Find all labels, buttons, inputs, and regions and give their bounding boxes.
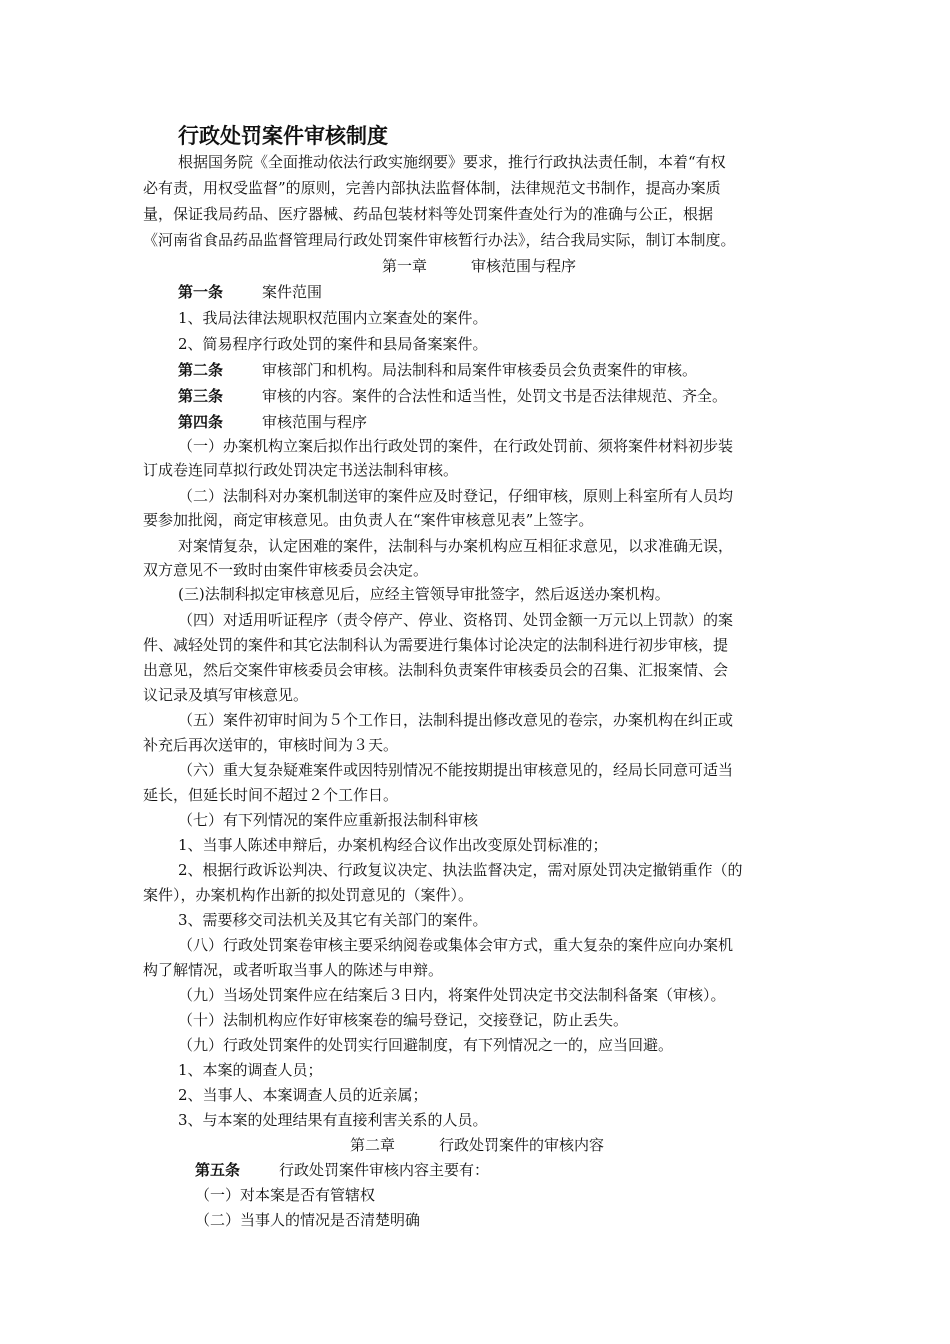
list-item: 2、简易程序行政处罚的案件和县局备案案件。: [178, 335, 488, 353]
list-item: （一）对本案是否有管辖权: [195, 1186, 376, 1204]
article-1: [178, 282, 322, 302]
body-line: 3、需要移交司法机关及其它有关部门的案件。: [178, 911, 488, 929]
article-label: 第五条: [195, 1161, 241, 1179]
article-text: 案件范围: [262, 283, 323, 301]
body-line: （二）法制科对办案机制送审的案件应及时登记，仔细审核，原则上科室所有人员均: [178, 487, 734, 505]
article-label: 第二条: [178, 361, 224, 379]
body-line: 案件），办案机构作出新的拟处罚意见的（案件）。: [143, 886, 474, 904]
list-item: 1、我局法律法规职权范围内立案查处的案件。: [178, 309, 488, 327]
body-line: （一）办案机构立案后拟作出行政处罚的案件，在行政处罚前、须将案件材料初步装: [178, 437, 734, 455]
body-line: 议记录及填写审核意见。: [143, 686, 309, 704]
chapter-heading: [350, 1135, 604, 1155]
chapter-number: 第二章: [350, 1136, 396, 1154]
document-title: 行政处罚案件审核制度: [178, 124, 388, 148]
body-line: (三)法制科拟定审核意见后，应经主管领导审批签字，然后返送办案机构。: [178, 585, 670, 603]
article-5: [195, 1160, 489, 1180]
chapter-title: 审核范围与程序: [471, 257, 577, 275]
body-line: （四）对适用听证程序（责令停产、停业、资格罚、处罚金额一万元以上罚款）的案: [178, 611, 734, 629]
article-3: [178, 386, 727, 406]
body-line: 2、当事人、本案调查人员的近亲属；: [178, 1086, 428, 1104]
article-label: 第一条: [178, 283, 224, 301]
body-line: （六）重大复杂疑难案件或因特别情况不能按期提出审核意见的，经局长同意可适当: [178, 761, 734, 779]
body-line: 1、本案的调查人员；: [178, 1061, 323, 1079]
body-line: （九）当场处罚案件应在结案后３日内，将案件处罚决定书交法制科备案（审核）。: [178, 986, 726, 1004]
chapter-number: 第一章: [382, 257, 428, 275]
body-line: 补充后再次送审的，审核时间为３天。: [143, 736, 399, 754]
article-4: [178, 412, 367, 432]
intro-line: 量，保证我局药品、医疗器械、药品包装材料等处罚案件查处行为的准确与公正，根据: [143, 205, 714, 223]
body-line: 订成卷连同草拟行政处罚决定书送法制科审核。: [143, 461, 459, 479]
intro-line: 《河南省食品药品监督管理局行政处罚案件审核暂行办法》，结合我局实际，制订本制度。: [143, 231, 736, 249]
chapter-title: 行政处罚案件的审核内容: [439, 1136, 605, 1154]
body-line: 对案情复杂，认定困难的案件，法制科与办案机构应互相征求意见，以求准确无误，: [178, 537, 734, 555]
article-2: [178, 360, 697, 380]
body-line: （七）有下列情况的案件应重新报法制科审核: [178, 811, 479, 829]
body-line: （十）法制机构应作好审核案卷的编号登记，交接登记，防止丢失。: [178, 1011, 629, 1029]
article-label: 第四条: [178, 413, 224, 431]
body-line: （八）行政处罚案卷审核主要采纳阅卷或集体会审方式，重大复杂的案件应向办案机: [178, 936, 734, 954]
body-line: 3、与本案的处理结果有直接利害关系的人员。: [178, 1111, 488, 1129]
article-text: 审核的内容。案件的合法性和适当性，处罚文书是否法律规范、齐全。: [262, 387, 728, 405]
intro-line: 必有责，用权受监督”的原则，完善内部执法监督体制，法律规范文书制作，提高办案质: [143, 179, 721, 197]
intro-line: 根据国务院《全面推动依法行政实施纲要》要求，推行行政执法责任制，本着“有权: [178, 153, 726, 171]
body-line: （五）案件初审时间为５个工作日，法制科提出修改意见的卷宗，办案机构在纠正或: [178, 711, 734, 729]
chapter-heading: [382, 256, 576, 276]
body-line: 双方意见不一致时由案件审核委员会决定。: [143, 561, 429, 579]
body-line: 件、减轻处罚的案件和其它法制科认为需要进行集体讨论决定的法制科进行初步审核，提: [143, 636, 729, 654]
body-line: 构了解情况，或者听取当事人的陈述与申辩。: [143, 961, 444, 979]
list-item: （二）当事人的情况是否清楚明确: [195, 1211, 421, 1229]
body-line: 2、根据行政诉讼判决、行政复议决定、执法监督决定，需对原处罚决定撤销重作（的: [178, 861, 743, 879]
body-line: 1、当事人陈述申辩后，办案机构经合议作出改变原处罚标准的；: [178, 836, 608, 854]
article-label: 第三条: [178, 387, 224, 405]
article-text: 审核部门和机构。局法制科和局案件审核委员会负责案件的审核。: [262, 361, 698, 379]
article-text: 审核范围与程序: [262, 413, 368, 431]
body-line: 延长，但延长时间不超过２个工作日。: [143, 786, 399, 804]
body-line: 要参加批阅，商定审核意见。由负责人在“案件审核意见表”上签字。: [143, 511, 594, 529]
body-line: （九）行政处罚案件的处罚实行回避制度，有下列情况之一的，应当回避。: [178, 1036, 674, 1054]
body-line: 出意见，然后交案件审核委员会审核。法制科负责案件审核委员会的召集、汇报案情、会: [143, 661, 729, 679]
article-text: 行政处罚案件审核内容主要有：: [279, 1161, 490, 1179]
